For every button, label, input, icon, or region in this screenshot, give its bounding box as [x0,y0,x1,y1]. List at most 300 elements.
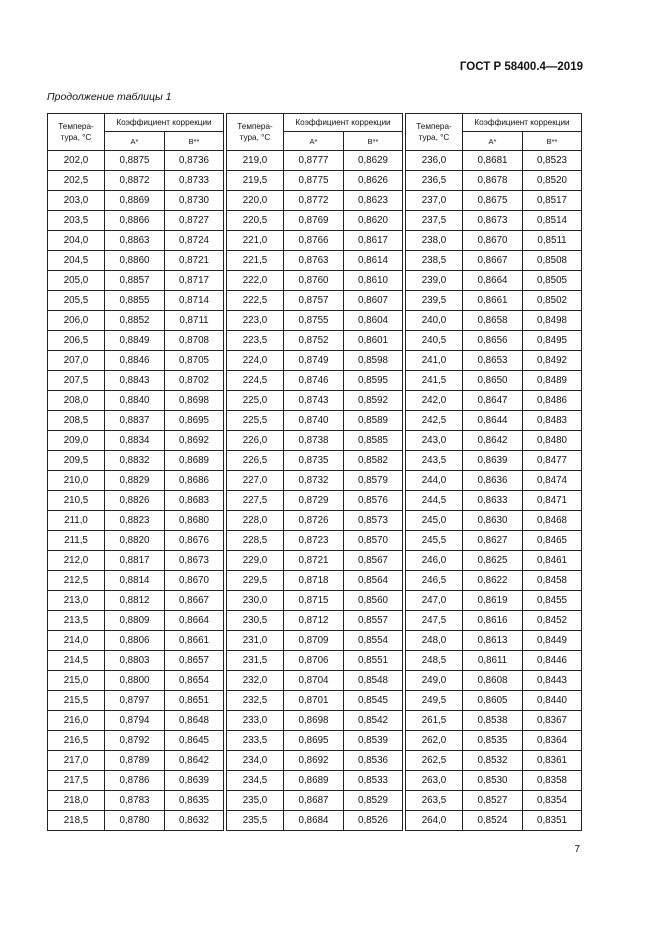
cell-coef-a: 0,8630 [463,511,523,531]
table-row [406,531,582,551]
column-header-a: A* [284,132,344,151]
cell-temperature: 241,0 [406,351,463,371]
cell-coef-a: 0,8817 [105,551,165,571]
cell-coef-b: 0,8358 [523,771,582,791]
cell-coef-a: 0,8869 [105,191,165,211]
cell-coef-b: 0,8686 [165,471,224,491]
table-row [48,671,224,691]
cell-coef-a: 0,8863 [105,231,165,251]
cell-temperature: 208,0 [48,391,105,411]
cell-temperature: 230,0 [227,591,284,611]
cell-coef-b: 0,8523 [523,151,582,171]
cell-coef-b: 0,8733 [165,171,224,191]
cell-coef-a: 0,8849 [105,331,165,351]
table-row [406,251,582,271]
cell-coef-a: 0,8872 [105,171,165,191]
table-row [48,631,224,651]
table-row [48,291,224,311]
cell-temperature: 248,0 [406,631,463,651]
cell-coef-b: 0,8505 [523,271,582,291]
cell-coef-a: 0,8792 [105,731,165,751]
cell-coef-a: 0,8605 [463,691,523,711]
cell-coef-a: 0,8735 [284,451,344,471]
table-row [406,471,582,491]
cell-coef-a: 0,8814 [105,571,165,591]
cell-coef-a: 0,8675 [463,191,523,211]
cell-coef-b: 0,8351 [523,811,582,831]
table-row [48,531,224,551]
cell-coef-b: 0,8648 [165,711,224,731]
table-row [227,571,403,591]
cell-coef-b: 0,8461 [523,551,582,571]
cell-coef-a: 0,8664 [463,271,523,291]
cell-coef-a: 0,8706 [284,651,344,671]
table-row [406,171,582,191]
table-row [406,211,582,231]
cell-coef-b: 0,8635 [165,791,224,811]
cell-coef-b: 0,8539 [344,731,403,751]
table-row [227,751,403,771]
cell-coef-b: 0,8576 [344,491,403,511]
cell-coef-a: 0,8820 [105,531,165,551]
cell-coef-b: 0,8626 [344,171,403,191]
cell-temperature: 223,0 [227,311,284,331]
cell-coef-a: 0,8843 [105,371,165,391]
cell-coef-b: 0,8367 [523,711,582,731]
cell-coef-a: 0,8616 [463,611,523,631]
cell-coef-b: 0,8573 [344,511,403,531]
table-row [227,691,403,711]
table-row [406,431,582,451]
cell-temperature: 221,5 [227,251,284,271]
cell-coef-b: 0,8361 [523,751,582,771]
cell-temperature: 262,0 [406,731,463,751]
cell-temperature: 216,0 [48,711,105,731]
cell-temperature: 243,0 [406,431,463,451]
temp-header-line2: тура, °С [239,133,271,142]
cell-temperature: 242,0 [406,391,463,411]
table-row [227,651,403,671]
cell-coef-a: 0,8625 [463,551,523,571]
table-row [406,331,582,351]
table-row [406,291,582,311]
cell-temperature: 234,5 [227,771,284,791]
cell-coef-b: 0,8554 [344,631,403,651]
cell-coef-a: 0,8837 [105,411,165,431]
cell-coef-b: 0,8702 [165,371,224,391]
cell-coef-b: 0,8717 [165,271,224,291]
table-row [48,351,224,371]
table-row [406,151,582,171]
cell-coef-a: 0,8772 [284,191,344,211]
cell-temperature: 211,5 [48,531,105,551]
cell-coef-a: 0,8800 [105,671,165,691]
cell-coef-a: 0,8681 [463,151,523,171]
cell-temperature: 235,0 [227,791,284,811]
table-row [227,311,403,331]
cell-temperature: 223,5 [227,331,284,351]
cell-coef-a: 0,8729 [284,491,344,511]
cell-temperature: 204,0 [48,231,105,251]
table-row [48,191,224,211]
cell-coef-a: 0,8636 [463,471,523,491]
cell-coef-b: 0,8570 [344,531,403,551]
cell-temperature: 225,0 [227,391,284,411]
cell-coef-b: 0,8474 [523,471,582,491]
table-row [48,391,224,411]
cell-coef-b: 0,8542 [344,711,403,731]
cell-coef-a: 0,8678 [463,171,523,191]
cell-temperature: 217,0 [48,751,105,771]
cell-coef-b: 0,8705 [165,351,224,371]
cell-temperature: 247,5 [406,611,463,631]
table-row [48,311,224,331]
cell-coef-b: 0,8642 [165,751,224,771]
cell-coef-a: 0,8775 [284,171,344,191]
cell-coef-a: 0,8619 [463,591,523,611]
table-row [227,611,403,631]
cell-coef-b: 0,8698 [165,391,224,411]
cell-coef-b: 0,8654 [165,671,224,691]
cell-temperature: 203,5 [48,211,105,231]
table-row [48,231,224,251]
column-header-coefficient: Коэффициент коррекции [463,114,582,132]
table-row [227,531,403,551]
cell-coef-b: 0,8589 [344,411,403,431]
table-row [406,771,582,791]
cell-coef-b: 0,8545 [344,691,403,711]
table-row [406,571,582,591]
table-row [48,471,224,491]
table-row [227,431,403,451]
cell-coef-a: 0,8826 [105,491,165,511]
table-row [48,271,224,291]
cell-coef-a: 0,8723 [284,531,344,551]
cell-coef-b: 0,8708 [165,331,224,351]
cell-temperature: 246,0 [406,551,463,571]
cell-temperature: 206,5 [48,331,105,351]
cell-temperature: 206,0 [48,311,105,331]
cell-coef-b: 0,8604 [344,311,403,331]
cell-temperature: 232,0 [227,671,284,691]
cell-temperature: 222,0 [227,271,284,291]
table-row [406,731,582,751]
cell-coef-b: 0,8661 [165,631,224,651]
cell-coef-b: 0,8529 [344,791,403,811]
cell-coef-b: 0,8492 [523,351,582,371]
cell-temperature: 220,0 [227,191,284,211]
cell-temperature: 244,5 [406,491,463,511]
cell-coef-a: 0,8721 [284,551,344,571]
cell-temperature: 263,0 [406,771,463,791]
cell-temperature: 238,0 [406,231,463,251]
column-header-a: A* [105,132,165,151]
table-row [227,211,403,231]
column-header-temperature [406,114,463,151]
cell-coef-a: 0,8757 [284,291,344,311]
cell-coef-b: 0,8536 [344,751,403,771]
table-row [227,371,403,391]
cell-coef-b: 0,8673 [165,551,224,571]
table-row [406,451,582,471]
cell-coef-a: 0,8698 [284,711,344,731]
cell-temperature: 230,5 [227,611,284,631]
cell-coef-a: 0,8611 [463,651,523,671]
cell-coef-a: 0,8687 [284,791,344,811]
cell-coef-a: 0,8712 [284,611,344,631]
cell-temperature: 226,0 [227,431,284,451]
cell-temperature: 234,0 [227,751,284,771]
cell-temperature: 233,5 [227,731,284,751]
table-row [406,751,582,771]
cell-temperature: 207,5 [48,371,105,391]
cell-coef-a: 0,8806 [105,631,165,651]
table-row [406,551,582,571]
table-row [227,671,403,691]
table-row [227,731,403,751]
cell-temperature: 240,0 [406,311,463,331]
table-row [227,771,403,791]
cell-coef-b: 0,8639 [165,771,224,791]
cell-temperature: 220,5 [227,211,284,231]
table-row [48,431,224,451]
cell-temperature: 210,0 [48,471,105,491]
table-row [227,631,403,651]
table-row [48,751,224,771]
cell-coef-b: 0,8607 [344,291,403,311]
table-row [406,511,582,531]
cell-coef-b: 0,8564 [344,571,403,591]
cell-coef-a: 0,8608 [463,671,523,691]
cell-temperature: 203,0 [48,191,105,211]
cell-temperature: 240,5 [406,331,463,351]
cell-coef-a: 0,8647 [463,391,523,411]
cell-coef-a: 0,8670 [463,231,523,251]
cell-coef-a: 0,8746 [284,371,344,391]
cell-coef-a: 0,8812 [105,591,165,611]
cell-coef-b: 0,8526 [344,811,403,831]
table-row [406,411,582,431]
cell-temperature: 242,5 [406,411,463,431]
cell-coef-b: 0,8683 [165,491,224,511]
cell-temperature: 228,0 [227,511,284,531]
table-panel-3 [405,113,582,831]
cell-coef-a: 0,8658 [463,311,523,331]
cell-coef-b: 0,8711 [165,311,224,331]
cell-coef-a: 0,8684 [284,811,344,831]
cell-coef-a: 0,8752 [284,331,344,351]
cell-coef-a: 0,8639 [463,451,523,471]
cell-coef-b: 0,8614 [344,251,403,271]
temp-header-line2: тура, °С [418,133,450,142]
table-row [48,491,224,511]
cell-coef-a: 0,8627 [463,531,523,551]
cell-coef-b: 0,8598 [344,351,403,371]
cell-coef-b: 0,8443 [523,671,582,691]
cell-temperature: 261,5 [406,711,463,731]
table-row [406,671,582,691]
cell-temperature: 221,0 [227,231,284,251]
cell-coef-b: 0,8508 [523,251,582,271]
table-row [227,811,403,831]
cell-temperature: 262,5 [406,751,463,771]
cell-temperature: 202,5 [48,171,105,191]
cell-temperature: 218,0 [48,791,105,811]
cell-coef-b: 0,8455 [523,591,582,611]
table-row [227,171,403,191]
cell-coef-a: 0,8538 [463,711,523,731]
table-row [406,811,582,831]
table-row [48,151,224,171]
table-row [227,451,403,471]
cell-coef-a: 0,8780 [105,811,165,831]
cell-coef-a: 0,8650 [463,371,523,391]
temp-header-line1: Темпера- [237,122,273,131]
cell-coef-a: 0,8704 [284,671,344,691]
cell-temperature: 235,5 [227,811,284,831]
cell-coef-a: 0,8760 [284,271,344,291]
cell-temperature: 227,0 [227,471,284,491]
table-row [227,551,403,571]
table-row [406,351,582,371]
cell-coef-b: 0,8489 [523,371,582,391]
cell-coef-b: 0,8610 [344,271,403,291]
table-row [227,231,403,251]
cell-temperature: 210,5 [48,491,105,511]
column-header-coefficient: Коэффициент коррекции [105,114,224,132]
table-row [48,371,224,391]
cell-coef-a: 0,8689 [284,771,344,791]
table-panel-2 [226,113,403,831]
cell-temperature: 231,5 [227,651,284,671]
table-row [406,711,582,731]
table-row [406,651,582,671]
table-row [227,491,403,511]
table-row [406,231,582,251]
cell-coef-a: 0,8832 [105,451,165,471]
cell-coef-a: 0,8642 [463,431,523,451]
cell-temperature: 233,0 [227,711,284,731]
cell-temperature: 219,0 [227,151,284,171]
cell-coef-a: 0,8855 [105,291,165,311]
cell-coef-b: 0,8629 [344,151,403,171]
cell-coef-a: 0,8740 [284,411,344,431]
cell-coef-a: 0,8644 [463,411,523,431]
table-row [227,511,403,531]
cell-coef-b: 0,8567 [344,551,403,571]
table-row [48,511,224,531]
cell-coef-a: 0,8823 [105,511,165,531]
cell-coef-a: 0,8701 [284,691,344,711]
column-header-temperature [227,114,284,151]
cell-coef-b: 0,8440 [523,691,582,711]
table-row [227,711,403,731]
table-row [48,171,224,191]
table-row [48,331,224,351]
table-row [406,311,582,331]
table-row [48,411,224,431]
cell-temperature: 217,5 [48,771,105,791]
cell-coef-b: 0,8620 [344,211,403,231]
table-row [227,391,403,411]
cell-coef-b: 0,8364 [523,731,582,751]
cell-temperature: 238,5 [406,251,463,271]
table-row [227,351,403,371]
cell-temperature: 229,5 [227,571,284,591]
cell-temperature: 211,0 [48,511,105,531]
table-row [406,631,582,651]
cell-coef-a: 0,8667 [463,251,523,271]
cell-coef-b: 0,8498 [523,311,582,331]
cell-temperature: 248,5 [406,651,463,671]
table-row [406,371,582,391]
cell-coef-b: 0,8582 [344,451,403,471]
table-row [48,771,224,791]
cell-temperature: 249,5 [406,691,463,711]
cell-coef-b: 0,8579 [344,471,403,491]
cell-coef-a: 0,8661 [463,291,523,311]
cell-coef-b: 0,8502 [523,291,582,311]
cell-coef-b: 0,8458 [523,571,582,591]
page-number: 7 [574,844,580,855]
cell-coef-b: 0,8560 [344,591,403,611]
table-row [48,591,224,611]
cell-temperature: 237,5 [406,211,463,231]
cell-coef-b: 0,8664 [165,611,224,631]
table-row [48,811,224,831]
table-row [406,191,582,211]
cell-temperature: 218,5 [48,811,105,831]
document-code: ГОСТ Р 58400.4—2019 [459,61,583,73]
cell-temperature: 219,5 [227,171,284,191]
cell-temperature: 212,0 [48,551,105,571]
cell-coef-a: 0,8695 [284,731,344,751]
cell-temperature: 247,0 [406,591,463,611]
cell-temperature: 239,5 [406,291,463,311]
cell-temperature: 212,5 [48,571,105,591]
cell-temperature: 215,5 [48,691,105,711]
cell-coef-b: 0,8724 [165,231,224,251]
cell-coef-a: 0,8840 [105,391,165,411]
cell-coef-b: 0,8495 [523,331,582,351]
table-row [48,451,224,471]
cell-coef-b: 0,8511 [523,231,582,251]
cell-temperature: 245,5 [406,531,463,551]
cell-coef-b: 0,8692 [165,431,224,451]
cell-temperature: 224,5 [227,371,284,391]
cell-temperature: 222,5 [227,291,284,311]
table-row [227,151,403,171]
cell-coef-a: 0,8535 [463,731,523,751]
cell-coef-a: 0,8852 [105,311,165,331]
cell-coef-b: 0,8517 [523,191,582,211]
cell-temperature: 205,5 [48,291,105,311]
cell-coef-a: 0,8860 [105,251,165,271]
table-row [406,691,582,711]
cell-coef-b: 0,8736 [165,151,224,171]
table-row [227,291,403,311]
cell-coef-b: 0,8520 [523,171,582,191]
table-row [48,791,224,811]
cell-temperature: 227,5 [227,491,284,511]
cell-temperature: 249,0 [406,671,463,691]
cell-coef-b: 0,8623 [344,191,403,211]
cell-temperature: 245,0 [406,511,463,531]
cell-coef-a: 0,8653 [463,351,523,371]
cell-coef-a: 0,8709 [284,631,344,651]
cell-coef-a: 0,8797 [105,691,165,711]
cell-temperature: 237,0 [406,191,463,211]
